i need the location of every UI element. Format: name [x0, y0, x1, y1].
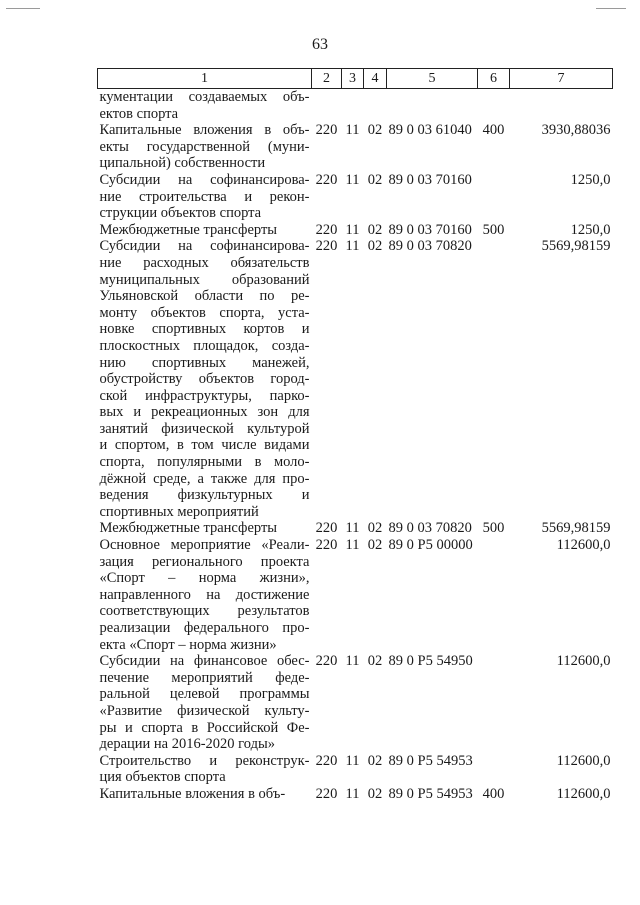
description-line: Капитальные вложения в объ- [99, 785, 286, 802]
row-description [98, 238, 312, 520]
section-code: 11 [345, 785, 360, 802]
description-line: спорта, популярными в моло- [99, 454, 310, 471]
subsection-code: 02 [367, 122, 383, 139]
section-code: 11 [345, 171, 360, 188]
section-code [342, 89, 364, 123]
description-line: струкции объектов спорта [99, 205, 262, 222]
target-article-code: 89 0 03 70820 [388, 520, 472, 537]
ministry-code: 220 [315, 221, 338, 238]
target-article-code: 89 0 P5 54953 [388, 752, 473, 769]
description-line: занятий физической культурой [99, 420, 310, 437]
section-code: 11 [345, 653, 360, 670]
ministry-code: 220 [315, 785, 338, 802]
ministry-code [312, 89, 342, 123]
description-line: екты государственной (муни- [99, 138, 310, 155]
description-line: монту объектов спорта, уста- [99, 304, 310, 321]
subsection-code: 02 [367, 520, 383, 537]
section-code: 11 [345, 520, 360, 537]
subsection-code: 02 [367, 221, 383, 238]
amount-value: 112600,0 [556, 752, 611, 769]
target-article-code: 89 0 P5 54953 [388, 785, 473, 802]
description-line: ция объектов спорта [99, 769, 226, 786]
description-line: новке спортивных кортов и [99, 321, 310, 338]
row-description [98, 753, 312, 786]
ministry-code: 220 [315, 238, 338, 255]
description-line: Межбюджетные трансферты [99, 221, 278, 238]
subsection-code: 02 [367, 537, 383, 554]
expense-type-code [478, 753, 510, 786]
description-line: «Развитие физической культу- [99, 702, 310, 719]
subsection-code: 02 [367, 238, 383, 255]
ministry-code: 220 [315, 520, 338, 537]
subsection-code: 02 [367, 752, 383, 769]
description-line: зация регионального проекта [99, 553, 310, 570]
expense-type-code [478, 238, 510, 520]
description-line: кументации создаваемых объ- [99, 89, 310, 105]
subsection-code: 02 [367, 785, 383, 802]
amount-value: 1250,0 [570, 221, 611, 238]
ministry-code: 220 [315, 537, 338, 554]
table-row [98, 122, 613, 172]
target-article-code: 89 0 03 70160 [388, 221, 472, 238]
description-line: спортивных мероприятий [99, 503, 259, 520]
target-article-code [387, 89, 478, 123]
header-col-3: 3 [342, 69, 364, 89]
amount-value: 112600,0 [556, 653, 611, 670]
row-description [98, 786, 312, 803]
expense-type-code [478, 89, 510, 123]
description-line: соответствующих результатов [99, 603, 310, 620]
amount-value: 5569,98159 [541, 238, 611, 255]
description-line: ральной целевой программы [99, 686, 310, 703]
description-line: ние строительства и рекон- [99, 188, 310, 205]
row-description [98, 122, 312, 172]
row-description [98, 520, 312, 537]
description-line: Субсидии на софинансирова- [99, 171, 310, 188]
description-line: екта «Спорт – норма жизни» [99, 636, 277, 653]
expense-type-code: 500 [482, 520, 505, 537]
description-line: ской инфраструктуры, парко- [99, 387, 310, 404]
budget-table [97, 68, 613, 803]
description-line: реализации федерального про- [99, 620, 310, 636]
header-col-1: 1 [98, 69, 312, 89]
description-line: Субсидии на финансовое обес- [99, 653, 310, 670]
description-line: дёжной среде, а также для про- [99, 470, 310, 487]
table-row [98, 786, 613, 803]
section-code: 11 [345, 238, 360, 255]
ministry-code: 220 [315, 122, 338, 139]
expense-type-code: 400 [482, 785, 505, 802]
description-line: Основное мероприятие «Реали- [99, 537, 310, 554]
description-line: Ульяновской области по ре- [99, 288, 310, 305]
amount-value: 112600,0 [556, 537, 611, 554]
table-row [98, 238, 613, 520]
row-description [98, 89, 312, 123]
expense-type-code [478, 172, 510, 222]
subsection-code: 02 [367, 171, 383, 188]
section-code: 11 [345, 752, 360, 769]
expense-type-code [478, 653, 510, 753]
description-line: обустройству объектов город- [99, 371, 310, 388]
header-col-6: 6 [478, 69, 510, 89]
table-row [98, 653, 613, 753]
ministry-code: 220 [315, 752, 338, 769]
amount-value: 5569,98159 [541, 520, 611, 537]
description-line: ведения физкультурных и [99, 487, 310, 504]
section-code: 11 [345, 221, 360, 238]
row-description [98, 537, 312, 653]
row-description [98, 653, 312, 753]
description-line: муниципальных образований [99, 271, 310, 288]
description-line: «Спорт – норма жизни», [99, 570, 310, 587]
description-line: Капитальные вложения в объ- [99, 122, 310, 139]
description-line: ципальной) собственности [99, 155, 266, 172]
page-number: 63 [312, 36, 328, 53]
description-line: печение мероприятий феде- [99, 669, 310, 686]
row-description [98, 222, 312, 239]
table-row [98, 89, 613, 123]
header-col-2: 2 [312, 69, 342, 89]
description-line: Строительство и реконструк- [99, 752, 310, 769]
description-line: плоскостных площадок, созда- [99, 337, 310, 354]
description-line: направленного на достижение [99, 586, 310, 603]
header-col-7: 7 [510, 69, 613, 89]
expense-type-code: 400 [482, 122, 505, 139]
target-article-code: 89 0 P5 54950 [388, 653, 473, 670]
row-description [98, 172, 312, 222]
ministry-code: 220 [315, 171, 338, 188]
description-line: Субсидии на софинансирова- [99, 238, 310, 255]
table-row [98, 537, 613, 653]
header-col-4: 4 [364, 69, 387, 89]
description-line: ры и спорта в Российской Фе- [99, 719, 310, 736]
description-line: и спортом, в том числе видами [99, 437, 310, 454]
amount-value: 3930,88036 [541, 122, 611, 139]
header-col-5: 5 [387, 69, 478, 89]
section-code: 11 [345, 122, 360, 139]
description-line: нию спортивных манежей, [99, 354, 310, 371]
target-article-code: 89 0 03 70160 [388, 171, 472, 188]
target-article-code: 89 0 P5 00000 [388, 537, 473, 554]
subsection-code: 02 [367, 653, 383, 670]
table-row [98, 222, 613, 239]
description-line: ектов спорта [99, 105, 179, 122]
amount-value: 112600,0 [556, 785, 611, 802]
subsection-code [364, 89, 387, 123]
table-header-row [98, 69, 613, 89]
table-row [98, 520, 613, 537]
table-row [98, 753, 613, 786]
section-code: 11 [345, 537, 360, 554]
ministry-code: 220 [315, 653, 338, 670]
expense-type-code: 500 [482, 221, 505, 238]
description-line: ние расходных обязательств [99, 254, 310, 271]
target-article-code: 89 0 03 70820 [388, 238, 472, 255]
amount-value [510, 89, 613, 123]
table-row [98, 172, 613, 222]
expense-type-code [478, 537, 510, 653]
amount-value: 1250,0 [570, 171, 611, 188]
description-line: дерации на 2016-2020 годы» [99, 736, 275, 753]
description-line: Межбюджетные трансферты [99, 520, 278, 537]
scan-artifact-left [6, 8, 40, 9]
description-line: вых и рекреационных зон для [99, 404, 310, 421]
scan-artifact-right [596, 8, 626, 9]
target-article-code: 89 0 03 61040 [388, 122, 472, 139]
